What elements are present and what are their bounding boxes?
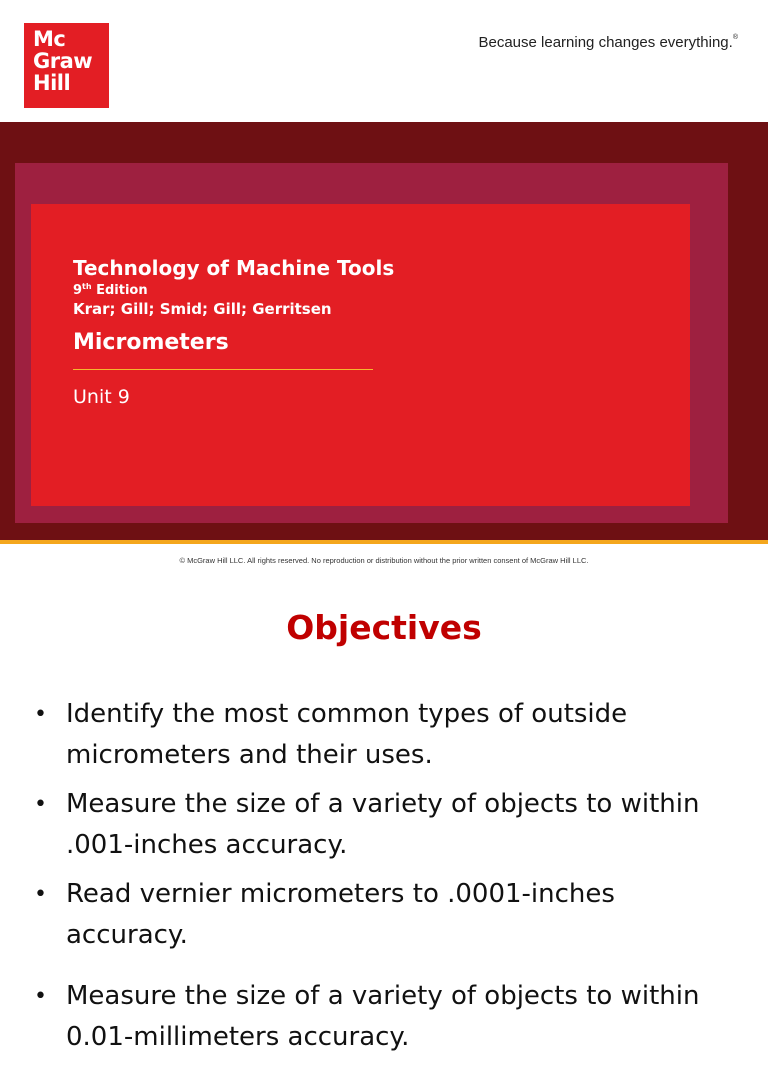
unit-label: Unit 9	[73, 386, 130, 408]
objective-item	[34, 976, 734, 1058]
edition-word: Edition	[96, 283, 148, 298]
mcgraw-hill-logo	[24, 23, 109, 108]
copyright-notice: © McGraw Hill LLC. All rights reserved. No reproduction or distribution without the prior written consent of McGraw Hill LLC.	[179, 556, 589, 565]
bullet-icon: •	[34, 792, 47, 817]
topic-title: Micrometers	[73, 330, 229, 355]
bullet-icon: •	[34, 702, 47, 727]
title-band	[0, 122, 768, 540]
book-title: Technology of Machine Tools	[73, 256, 395, 280]
objective-text: Measure the size of a variety of objects to within 0.01-millimeters accuracy.	[66, 981, 700, 1052]
objective-item	[34, 694, 734, 776]
bullet-icon: •	[34, 882, 47, 907]
objectives-slide	[0, 580, 768, 1052]
tagline-text: Because learning changes everything.	[478, 34, 733, 51]
bullet-icon: •	[34, 984, 47, 1009]
edition-number: 9	[73, 283, 83, 298]
objective-item	[34, 784, 734, 866]
tagline	[478, 34, 738, 51]
authors: Krar; Gill; Smid; Gill; Gerritsen	[73, 300, 332, 318]
gold-stripe	[0, 540, 768, 544]
title-text-block	[73, 256, 394, 408]
objectives-list	[34, 694, 734, 1066]
edition-suffix: th	[82, 282, 92, 291]
objective-text: Identify the most common types of outside micrometers and their uses.	[66, 699, 628, 770]
title-frame	[15, 163, 728, 523]
edition	[73, 282, 394, 298]
objective-text: Read vernier micrometers to .0001-inches accuracy.	[66, 879, 615, 950]
objective-item	[34, 874, 734, 956]
logo-line-1: Mc	[33, 27, 66, 51]
logo-line-3: Hill	[33, 71, 71, 95]
logo-line-2: Graw	[33, 49, 93, 73]
objective-text: Measure the size of a variety of objects to within .001-inches accuracy.	[66, 789, 700, 860]
title-panel	[31, 204, 690, 506]
gold-divider	[73, 369, 373, 370]
registered-mark: ®	[732, 34, 738, 41]
objectives-title: Objectives	[286, 608, 482, 647]
